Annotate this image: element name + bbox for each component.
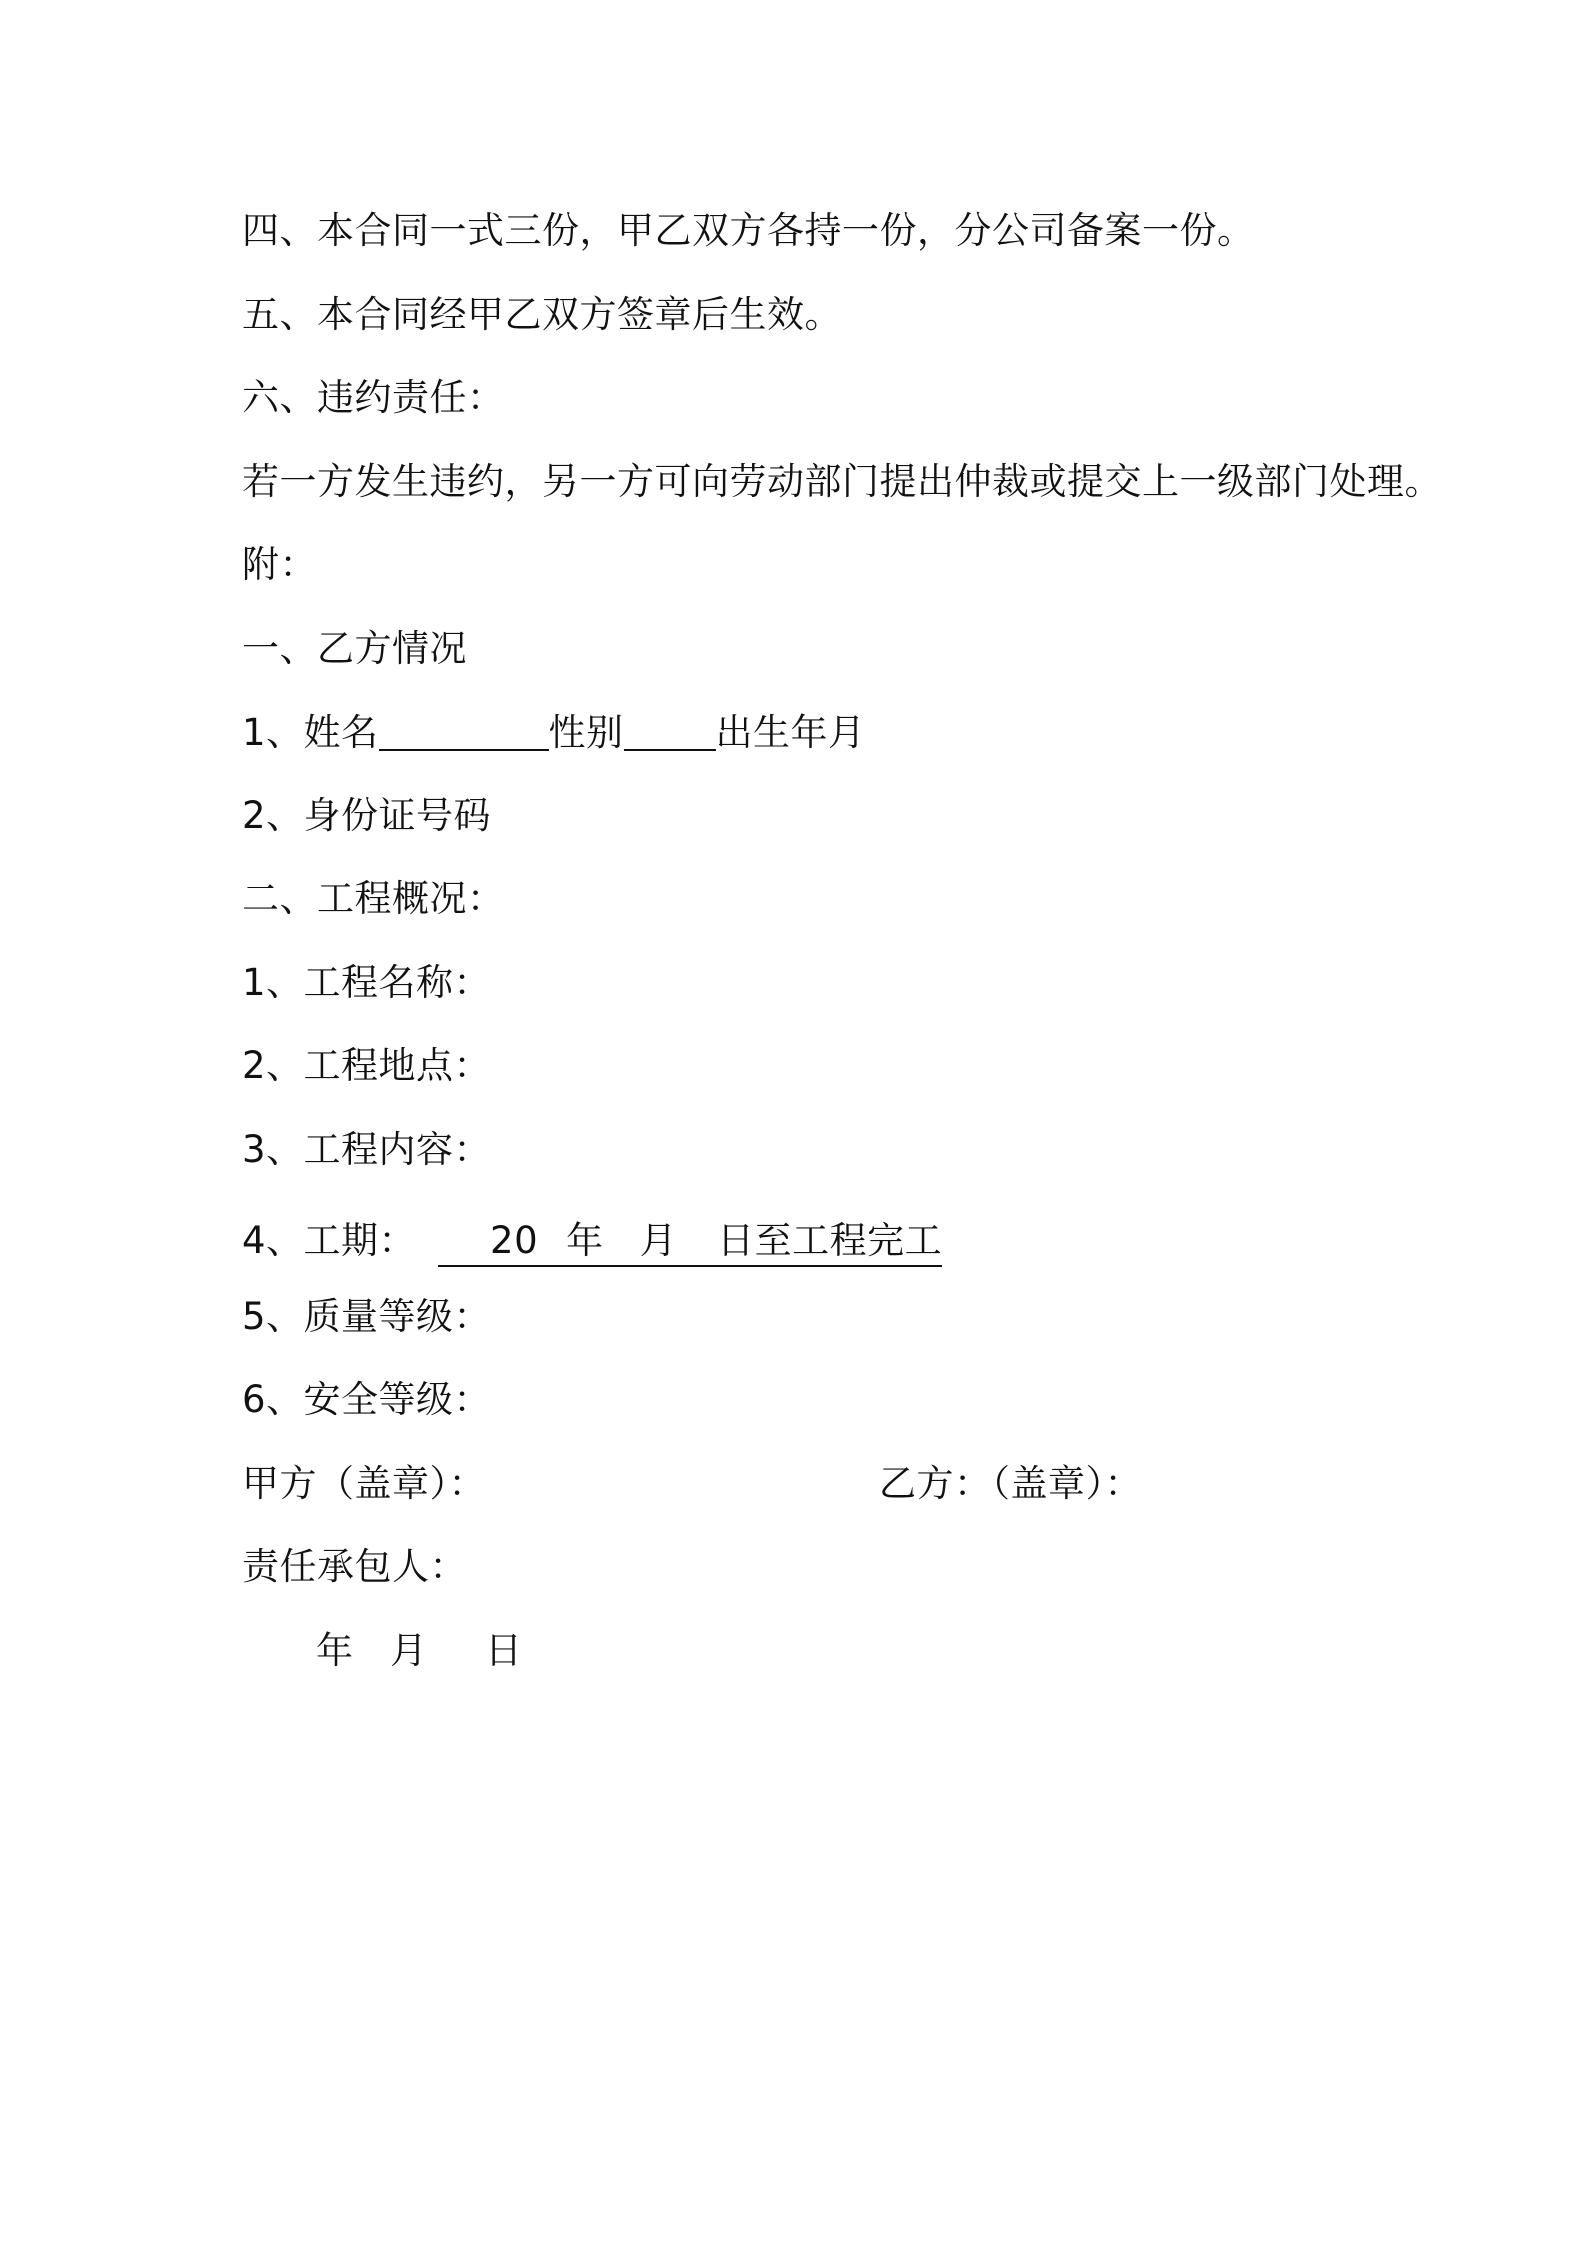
quality-grade-label: 5、质量等级： [242,1295,492,1338]
safety-grade-label: 6、安全等级： [242,1378,492,1421]
party-b-seal-label: 乙方：（盖章）： [879,1462,1142,1505]
project-section-heading: 二、工程概况： [242,877,505,920]
project-content-label: 3、工程内容： [242,1128,492,1171]
gender-label: 性别 [548,711,624,754]
project-period-row [242,1219,943,1267]
clause-4: 四、本合同一式三份，甲乙双方各持一份，分公司备案一份。 [242,209,1255,252]
party-a-seal-label: 甲方（盖章）： [242,1462,486,1505]
gender-blank [624,713,716,751]
month-label: 月 [639,1219,678,1262]
clause-6-heading: 六、违约责任： [242,376,505,419]
name-blank [379,713,549,751]
period-end-text: 日至工程完工 [717,1219,943,1262]
signature-date-day: 日 [485,1629,523,1672]
project-name-label: 1、工程名称： [242,961,492,1004]
party-b-section-heading: 一、乙方情况 [242,627,467,670]
project-period-label: 4、工期： [242,1219,417,1262]
project-period-blank [438,1219,943,1267]
breach-liability-text: 若一方发生违约，另一方可向劳动部门提出仲裁或提交上一级部门处理。 [242,460,1442,503]
year-label: 年 [566,1219,604,1262]
signature-date-year: 年 [316,1629,354,1672]
project-location-label: 2、工程地点： [242,1044,492,1087]
year-prefix: 20 [490,1219,539,1262]
signature-date-month: 月 [390,1629,428,1672]
contractor-label: 责任承包人： [242,1545,467,1588]
name-label: 1、姓名 [242,711,379,754]
party-b-name-row [242,711,866,754]
birth-label: 出生年月 [715,711,866,754]
appendix-label: 附： [242,543,317,586]
clause-5: 五、本合同经甲乙双方签章后生效。 [242,293,842,336]
id-number-label: 2、身份证号码 [242,794,492,837]
